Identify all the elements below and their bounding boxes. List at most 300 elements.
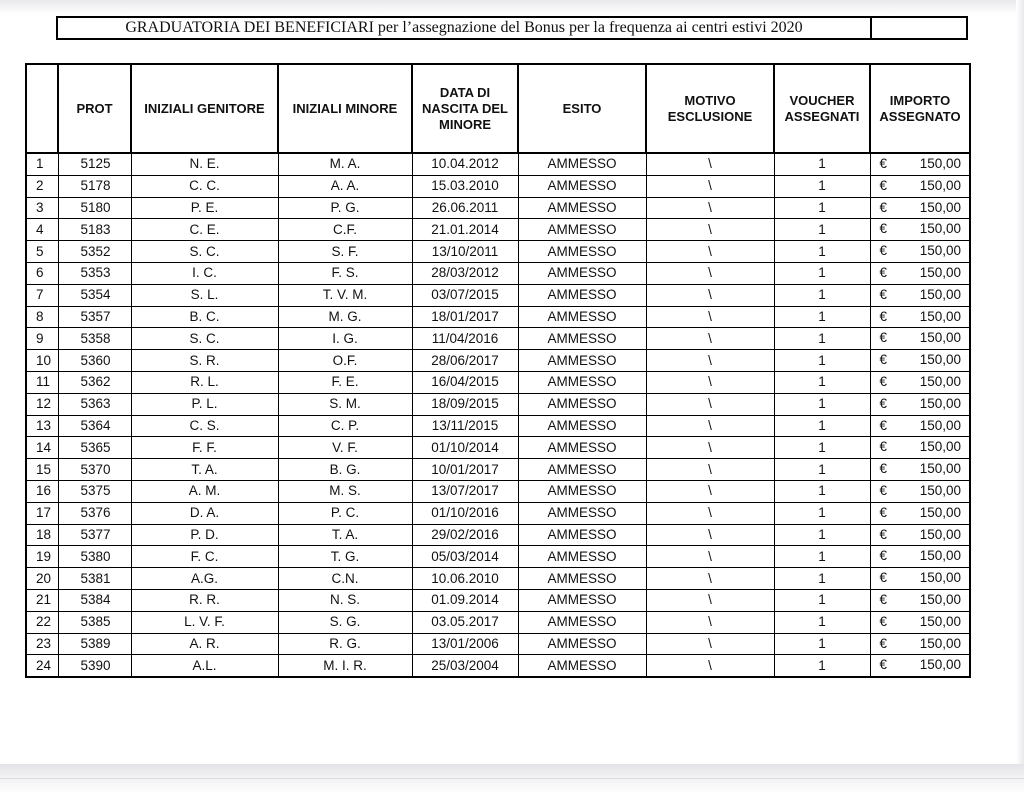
iniziali-genitore-cell: A. M. bbox=[131, 480, 278, 502]
motivo-cell: \ bbox=[646, 175, 774, 197]
header-data-nascita bbox=[412, 64, 518, 153]
importo-amount: 150,00 bbox=[919, 330, 961, 346]
header-prot: PROT bbox=[58, 64, 131, 153]
page-bottom-line bbox=[0, 778, 1024, 779]
data-nascita-cell: 18/09/2015 bbox=[412, 393, 518, 415]
header-num bbox=[26, 64, 58, 153]
iniziali-genitore-cell: P. L. bbox=[131, 393, 278, 415]
motivo-cell: \ bbox=[646, 241, 774, 263]
iniziali-genitore-cell: P. E. bbox=[131, 197, 278, 219]
header-data-nascita-line1: DATA DI bbox=[439, 84, 491, 100]
motivo-cell: \ bbox=[646, 415, 774, 437]
currency-symbol: € bbox=[879, 156, 888, 171]
motivo-cell: \ bbox=[646, 459, 774, 481]
prot-cell: 5375 bbox=[58, 480, 131, 502]
prot-cell: 5363 bbox=[58, 393, 131, 415]
data-nascita-cell: 25/03/2004 bbox=[412, 655, 518, 677]
esito-cell: AMMESSO bbox=[518, 437, 646, 459]
importo-cell bbox=[870, 633, 970, 655]
data-nascita-cell: 29/02/2016 bbox=[412, 524, 518, 546]
esito-cell: AMMESSO bbox=[518, 306, 646, 328]
esito-cell: AMMESSO bbox=[518, 502, 646, 524]
prot-cell: 5376 bbox=[58, 502, 131, 524]
voucher-cell: 1 bbox=[774, 219, 870, 241]
row-number: 8 bbox=[26, 306, 58, 328]
iniziali-minore-cell: S. M. bbox=[278, 393, 412, 415]
iniziali-minore-cell: R. G. bbox=[278, 633, 412, 655]
iniziali-genitore-cell: T. A. bbox=[131, 459, 278, 481]
iniziali-minore-cell: T. A. bbox=[278, 524, 412, 546]
table-row bbox=[26, 546, 970, 568]
importo-amount: 150,00 bbox=[919, 373, 961, 389]
importo-amount: 150,00 bbox=[919, 591, 961, 607]
voucher-cell: 1 bbox=[774, 459, 870, 481]
data-nascita-cell: 11/04/2016 bbox=[412, 328, 518, 350]
iniziali-minore-cell: M. A. bbox=[278, 153, 412, 175]
voucher-cell: 1 bbox=[774, 306, 870, 328]
importo-amount: 150,00 bbox=[919, 657, 961, 673]
iniziali-genitore-cell: D. A. bbox=[131, 502, 278, 524]
currency-symbol: € bbox=[879, 243, 888, 259]
row-number: 3 bbox=[26, 197, 58, 219]
esito-cell: AMMESSO bbox=[518, 284, 646, 306]
iniziali-minore-cell: C. P. bbox=[278, 415, 412, 437]
row-number: 12 bbox=[26, 393, 58, 415]
table-header-row bbox=[26, 64, 970, 153]
page-right-edge bbox=[1016, 0, 1024, 768]
header-data-nascita-line2: NASCITA DEL bbox=[422, 100, 508, 116]
importo-cell bbox=[870, 502, 970, 524]
prot-cell: 5357 bbox=[58, 306, 131, 328]
importo-cell bbox=[870, 350, 970, 372]
voucher-cell: 1 bbox=[774, 437, 870, 459]
header-importo-line2: ASSEGNATO bbox=[879, 108, 961, 124]
document-title-box bbox=[56, 16, 968, 40]
currency-symbol: € bbox=[879, 461, 888, 477]
beneficiaries-table bbox=[25, 63, 971, 678]
row-number: 4 bbox=[26, 219, 58, 241]
currency-symbol: € bbox=[879, 395, 888, 411]
importo-cell bbox=[870, 589, 970, 611]
iniziali-minore-cell: A. A. bbox=[278, 175, 412, 197]
prot-cell: 5390 bbox=[58, 655, 131, 677]
importo-cell bbox=[870, 459, 970, 481]
voucher-cell: 1 bbox=[774, 524, 870, 546]
row-number: 6 bbox=[26, 262, 58, 284]
voucher-cell: 1 bbox=[774, 153, 870, 175]
table-row bbox=[26, 284, 970, 306]
currency-symbol: € bbox=[879, 548, 888, 564]
iniziali-genitore-cell: S. C. bbox=[131, 241, 278, 263]
prot-cell: 5360 bbox=[58, 350, 131, 372]
prot-cell: 5178 bbox=[58, 175, 131, 197]
data-nascita-cell: 10.06.2010 bbox=[412, 568, 518, 590]
prot-cell: 5352 bbox=[58, 241, 131, 263]
header-importo-assegnato bbox=[870, 64, 970, 153]
prot-cell: 5365 bbox=[58, 437, 131, 459]
iniziali-genitore-cell: F. F. bbox=[131, 437, 278, 459]
iniziali-minore-cell: N. S. bbox=[278, 589, 412, 611]
header-data-nascita-line3: MINORE bbox=[439, 116, 491, 132]
row-number: 23 bbox=[26, 633, 58, 655]
importo-cell bbox=[870, 153, 970, 175]
table-row bbox=[26, 655, 970, 677]
currency-symbol: € bbox=[879, 330, 888, 346]
voucher-cell: 1 bbox=[774, 568, 870, 590]
table-row bbox=[26, 611, 970, 633]
importo-cell bbox=[870, 219, 970, 241]
voucher-cell: 1 bbox=[774, 655, 870, 677]
currency-symbol: € bbox=[879, 591, 888, 607]
iniziali-minore-cell: C.N. bbox=[278, 568, 412, 590]
currency-symbol: € bbox=[879, 635, 888, 651]
esito-cell: AMMESSO bbox=[518, 589, 646, 611]
importo-cell bbox=[870, 262, 970, 284]
prot-cell: 5125 bbox=[58, 153, 131, 175]
importo-cell bbox=[870, 328, 970, 350]
motivo-cell: \ bbox=[646, 480, 774, 502]
row-number: 9 bbox=[26, 328, 58, 350]
motivo-cell: \ bbox=[646, 153, 774, 175]
iniziali-genitore-cell: R. L. bbox=[131, 371, 278, 393]
document-title: GRADUATORIA DEI BENEFICIARI per l’assegnazione del Bonus per la frequenza ai centri estivi 2020 bbox=[58, 18, 872, 38]
page-top-edge bbox=[0, 0, 1024, 14]
motivo-cell: \ bbox=[646, 633, 774, 655]
row-number: 5 bbox=[26, 241, 58, 263]
row-number: 17 bbox=[26, 502, 58, 524]
iniziali-genitore-cell: I. C. bbox=[131, 262, 278, 284]
data-nascita-cell: 15.03.2010 bbox=[412, 175, 518, 197]
motivo-cell: \ bbox=[646, 437, 774, 459]
esito-cell: AMMESSO bbox=[518, 350, 646, 372]
row-number: 16 bbox=[26, 480, 58, 502]
importo-cell bbox=[870, 611, 970, 633]
prot-cell: 5354 bbox=[58, 284, 131, 306]
header-motivo-line2: ESCLUSIONE bbox=[667, 108, 753, 124]
importo-amount: 150,00 bbox=[919, 243, 961, 259]
importo-amount: 150,00 bbox=[919, 570, 961, 586]
data-nascita-cell: 10/01/2017 bbox=[412, 459, 518, 481]
importo-amount: 150,00 bbox=[919, 308, 961, 324]
iniziali-minore-cell: M. G. bbox=[278, 306, 412, 328]
voucher-cell: 1 bbox=[774, 262, 870, 284]
currency-symbol: € bbox=[879, 221, 888, 237]
voucher-cell: 1 bbox=[774, 502, 870, 524]
esito-cell: AMMESSO bbox=[518, 655, 646, 677]
esito-cell: AMMESSO bbox=[518, 568, 646, 590]
currency-symbol: € bbox=[879, 613, 888, 629]
iniziali-minore-cell: P. G. bbox=[278, 197, 412, 219]
row-number: 15 bbox=[26, 459, 58, 481]
motivo-cell: \ bbox=[646, 350, 774, 372]
motivo-cell: \ bbox=[646, 655, 774, 677]
table-row bbox=[26, 241, 970, 263]
iniziali-minore-cell: T. V. M. bbox=[278, 284, 412, 306]
prot-cell: 5353 bbox=[58, 262, 131, 284]
currency-symbol: € bbox=[879, 526, 888, 542]
importo-cell bbox=[870, 546, 970, 568]
row-number: 14 bbox=[26, 437, 58, 459]
currency-symbol: € bbox=[879, 177, 888, 193]
motivo-cell: \ bbox=[646, 502, 774, 524]
importo-cell bbox=[870, 241, 970, 263]
esito-cell: AMMESSO bbox=[518, 415, 646, 437]
currency-symbol: € bbox=[879, 504, 888, 520]
importo-cell bbox=[870, 284, 970, 306]
esito-cell: AMMESSO bbox=[518, 153, 646, 175]
table-row bbox=[26, 371, 970, 393]
table-row bbox=[26, 502, 970, 524]
voucher-cell: 1 bbox=[774, 480, 870, 502]
esito-cell: AMMESSO bbox=[518, 219, 646, 241]
table-row bbox=[26, 328, 970, 350]
prot-cell: 5377 bbox=[58, 524, 131, 546]
data-nascita-cell: 16/04/2015 bbox=[412, 371, 518, 393]
data-nascita-cell: 18/01/2017 bbox=[412, 306, 518, 328]
prot-cell: 5362 bbox=[58, 371, 131, 393]
currency-symbol: € bbox=[879, 657, 888, 673]
importo-amount: 150,00 bbox=[919, 504, 961, 520]
importo-cell bbox=[870, 568, 970, 590]
prot-cell: 5384 bbox=[58, 589, 131, 611]
iniziali-minore-cell: S. F. bbox=[278, 241, 412, 263]
iniziali-genitore-cell: C. C. bbox=[131, 175, 278, 197]
currency-symbol: € bbox=[879, 286, 888, 302]
esito-cell: AMMESSO bbox=[518, 393, 646, 415]
row-number: 11 bbox=[26, 371, 58, 393]
importo-amount: 150,00 bbox=[919, 156, 961, 171]
prot-cell: 5183 bbox=[58, 219, 131, 241]
table-row bbox=[26, 589, 970, 611]
header-esito: ESITO bbox=[518, 64, 646, 153]
table-row bbox=[26, 175, 970, 197]
header-motivo-esclusione bbox=[646, 64, 774, 153]
data-nascita-cell: 10.04.2012 bbox=[412, 153, 518, 175]
prot-cell: 5364 bbox=[58, 415, 131, 437]
table-row bbox=[26, 197, 970, 219]
motivo-cell: \ bbox=[646, 328, 774, 350]
row-number: 24 bbox=[26, 655, 58, 677]
importo-cell bbox=[870, 175, 970, 197]
table-row bbox=[26, 524, 970, 546]
esito-cell: AMMESSO bbox=[518, 524, 646, 546]
iniziali-genitore-cell: A.G. bbox=[131, 568, 278, 590]
importo-amount: 150,00 bbox=[919, 199, 961, 215]
prot-cell: 5370 bbox=[58, 459, 131, 481]
motivo-cell: \ bbox=[646, 219, 774, 241]
data-nascita-cell: 03/07/2015 bbox=[412, 284, 518, 306]
iniziali-genitore-cell: S. R. bbox=[131, 350, 278, 372]
row-number: 1 bbox=[26, 153, 58, 175]
iniziali-minore-cell: F. E. bbox=[278, 371, 412, 393]
esito-cell: AMMESSO bbox=[518, 328, 646, 350]
iniziali-minore-cell: T. G. bbox=[278, 546, 412, 568]
page-bottom-band bbox=[0, 764, 1024, 794]
iniziali-minore-cell: F. S. bbox=[278, 262, 412, 284]
iniziali-genitore-cell: C. E. bbox=[131, 219, 278, 241]
motivo-cell: \ bbox=[646, 197, 774, 219]
row-number: 13 bbox=[26, 415, 58, 437]
importo-cell bbox=[870, 393, 970, 415]
iniziali-minore-cell: S. G. bbox=[278, 611, 412, 633]
importo-amount: 150,00 bbox=[919, 548, 961, 564]
iniziali-genitore-cell: C. S. bbox=[131, 415, 278, 437]
voucher-cell: 1 bbox=[774, 241, 870, 263]
esito-cell: AMMESSO bbox=[518, 197, 646, 219]
esito-cell: AMMESSO bbox=[518, 262, 646, 284]
currency-symbol: € bbox=[879, 308, 888, 324]
currency-symbol: € bbox=[879, 373, 888, 389]
data-nascita-cell: 01/10/2016 bbox=[412, 502, 518, 524]
iniziali-genitore-cell: L. V. F. bbox=[131, 611, 278, 633]
title-empty-cell bbox=[872, 18, 966, 38]
data-nascita-cell: 26.06.2011 bbox=[412, 197, 518, 219]
row-number: 18 bbox=[26, 524, 58, 546]
motivo-cell: \ bbox=[646, 589, 774, 611]
table-row bbox=[26, 633, 970, 655]
esito-cell: AMMESSO bbox=[518, 241, 646, 263]
importo-cell bbox=[870, 306, 970, 328]
data-nascita-cell: 13/11/2015 bbox=[412, 415, 518, 437]
data-nascita-cell: 28/06/2017 bbox=[412, 350, 518, 372]
motivo-cell: \ bbox=[646, 393, 774, 415]
row-number: 2 bbox=[26, 175, 58, 197]
voucher-cell: 1 bbox=[774, 589, 870, 611]
iniziali-minore-cell: C.F. bbox=[278, 219, 412, 241]
importo-cell bbox=[870, 524, 970, 546]
iniziali-genitore-cell: A. R. bbox=[131, 633, 278, 655]
motivo-cell: \ bbox=[646, 262, 774, 284]
voucher-cell: 1 bbox=[774, 284, 870, 306]
iniziali-minore-cell: B. G. bbox=[278, 459, 412, 481]
importo-amount: 150,00 bbox=[919, 482, 961, 498]
currency-symbol: € bbox=[879, 417, 888, 433]
esito-cell: AMMESSO bbox=[518, 175, 646, 197]
motivo-cell: \ bbox=[646, 568, 774, 590]
data-nascita-cell: 01.09.2014 bbox=[412, 589, 518, 611]
row-number: 7 bbox=[26, 284, 58, 306]
data-nascita-cell: 05/03/2014 bbox=[412, 546, 518, 568]
prot-cell: 5381 bbox=[58, 568, 131, 590]
table-row bbox=[26, 480, 970, 502]
table-row bbox=[26, 262, 970, 284]
iniziali-genitore-cell: B. C. bbox=[131, 306, 278, 328]
esito-cell: AMMESSO bbox=[518, 546, 646, 568]
iniziali-genitore-cell: A.L. bbox=[131, 655, 278, 677]
row-number: 21 bbox=[26, 589, 58, 611]
row-number: 20 bbox=[26, 568, 58, 590]
data-nascita-cell: 21.01.2014 bbox=[412, 219, 518, 241]
prot-cell: 5358 bbox=[58, 328, 131, 350]
voucher-cell: 1 bbox=[774, 328, 870, 350]
header-voucher-line2: ASSEGNATI bbox=[784, 108, 860, 124]
table-row bbox=[26, 568, 970, 590]
iniziali-genitore-cell: N. E. bbox=[131, 153, 278, 175]
data-nascita-cell: 28/03/2012 bbox=[412, 262, 518, 284]
currency-symbol: € bbox=[879, 352, 888, 368]
importo-cell bbox=[870, 480, 970, 502]
esito-cell: AMMESSO bbox=[518, 633, 646, 655]
importo-amount: 150,00 bbox=[919, 221, 961, 237]
importo-amount: 150,00 bbox=[919, 352, 961, 368]
currency-symbol: € bbox=[879, 439, 888, 455]
data-nascita-cell: 01/10/2014 bbox=[412, 437, 518, 459]
table-row bbox=[26, 415, 970, 437]
data-nascita-cell: 13/10/2011 bbox=[412, 241, 518, 263]
voucher-cell: 1 bbox=[774, 197, 870, 219]
iniziali-genitore-cell: S. L. bbox=[131, 284, 278, 306]
esito-cell: AMMESSO bbox=[518, 480, 646, 502]
row-number: 22 bbox=[26, 611, 58, 633]
iniziali-minore-cell: I. G. bbox=[278, 328, 412, 350]
voucher-cell: 1 bbox=[774, 611, 870, 633]
importo-cell bbox=[870, 437, 970, 459]
motivo-cell: \ bbox=[646, 371, 774, 393]
voucher-cell: 1 bbox=[774, 546, 870, 568]
importo-amount: 150,00 bbox=[919, 439, 961, 455]
voucher-cell: 1 bbox=[774, 371, 870, 393]
table-row bbox=[26, 393, 970, 415]
motivo-cell: \ bbox=[646, 611, 774, 633]
importo-amount: 150,00 bbox=[919, 264, 961, 280]
importo-amount: 150,00 bbox=[919, 526, 961, 542]
currency-symbol: € bbox=[879, 199, 888, 215]
importo-amount: 150,00 bbox=[919, 177, 961, 193]
iniziali-minore-cell: V. F. bbox=[278, 437, 412, 459]
importo-amount: 150,00 bbox=[919, 417, 961, 433]
header-importo-line1: IMPORTO bbox=[889, 92, 951, 108]
motivo-cell: \ bbox=[646, 524, 774, 546]
data-nascita-cell: 03.05.2017 bbox=[412, 611, 518, 633]
header-iniziali-minore: INIZIALI MINORE bbox=[278, 64, 412, 153]
currency-symbol: € bbox=[879, 482, 888, 498]
voucher-cell: 1 bbox=[774, 415, 870, 437]
motivo-cell: \ bbox=[646, 546, 774, 568]
prot-cell: 5180 bbox=[58, 197, 131, 219]
importo-cell bbox=[870, 415, 970, 437]
table-row bbox=[26, 306, 970, 328]
voucher-cell: 1 bbox=[774, 633, 870, 655]
iniziali-minore-cell: M. I. R. bbox=[278, 655, 412, 677]
voucher-cell: 1 bbox=[774, 175, 870, 197]
header-voucher-line1: VOUCHER bbox=[789, 92, 855, 108]
table-row bbox=[26, 459, 970, 481]
importo-cell bbox=[870, 197, 970, 219]
data-nascita-cell: 13/01/2006 bbox=[412, 633, 518, 655]
esito-cell: AMMESSO bbox=[518, 611, 646, 633]
voucher-cell: 1 bbox=[774, 393, 870, 415]
header-iniziali-genitore: INIZIALI GENITORE bbox=[131, 64, 278, 153]
iniziali-minore-cell: P. C. bbox=[278, 502, 412, 524]
prot-cell: 5385 bbox=[58, 611, 131, 633]
prot-cell: 5380 bbox=[58, 546, 131, 568]
table-row bbox=[26, 219, 970, 241]
prot-cell: 5389 bbox=[58, 633, 131, 655]
importo-cell bbox=[870, 371, 970, 393]
importo-amount: 150,00 bbox=[919, 395, 961, 411]
esito-cell: AMMESSO bbox=[518, 459, 646, 481]
iniziali-genitore-cell: R. R. bbox=[131, 589, 278, 611]
table-body bbox=[26, 153, 970, 677]
iniziali-genitore-cell: S. C. bbox=[131, 328, 278, 350]
data-nascita-cell: 13/07/2017 bbox=[412, 480, 518, 502]
header-motivo-line1: MOTIVO bbox=[684, 92, 736, 108]
importo-amount: 150,00 bbox=[919, 461, 961, 477]
currency-symbol: € bbox=[879, 570, 888, 586]
importo-amount: 150,00 bbox=[919, 613, 961, 629]
table-row bbox=[26, 350, 970, 372]
table-row bbox=[26, 437, 970, 459]
